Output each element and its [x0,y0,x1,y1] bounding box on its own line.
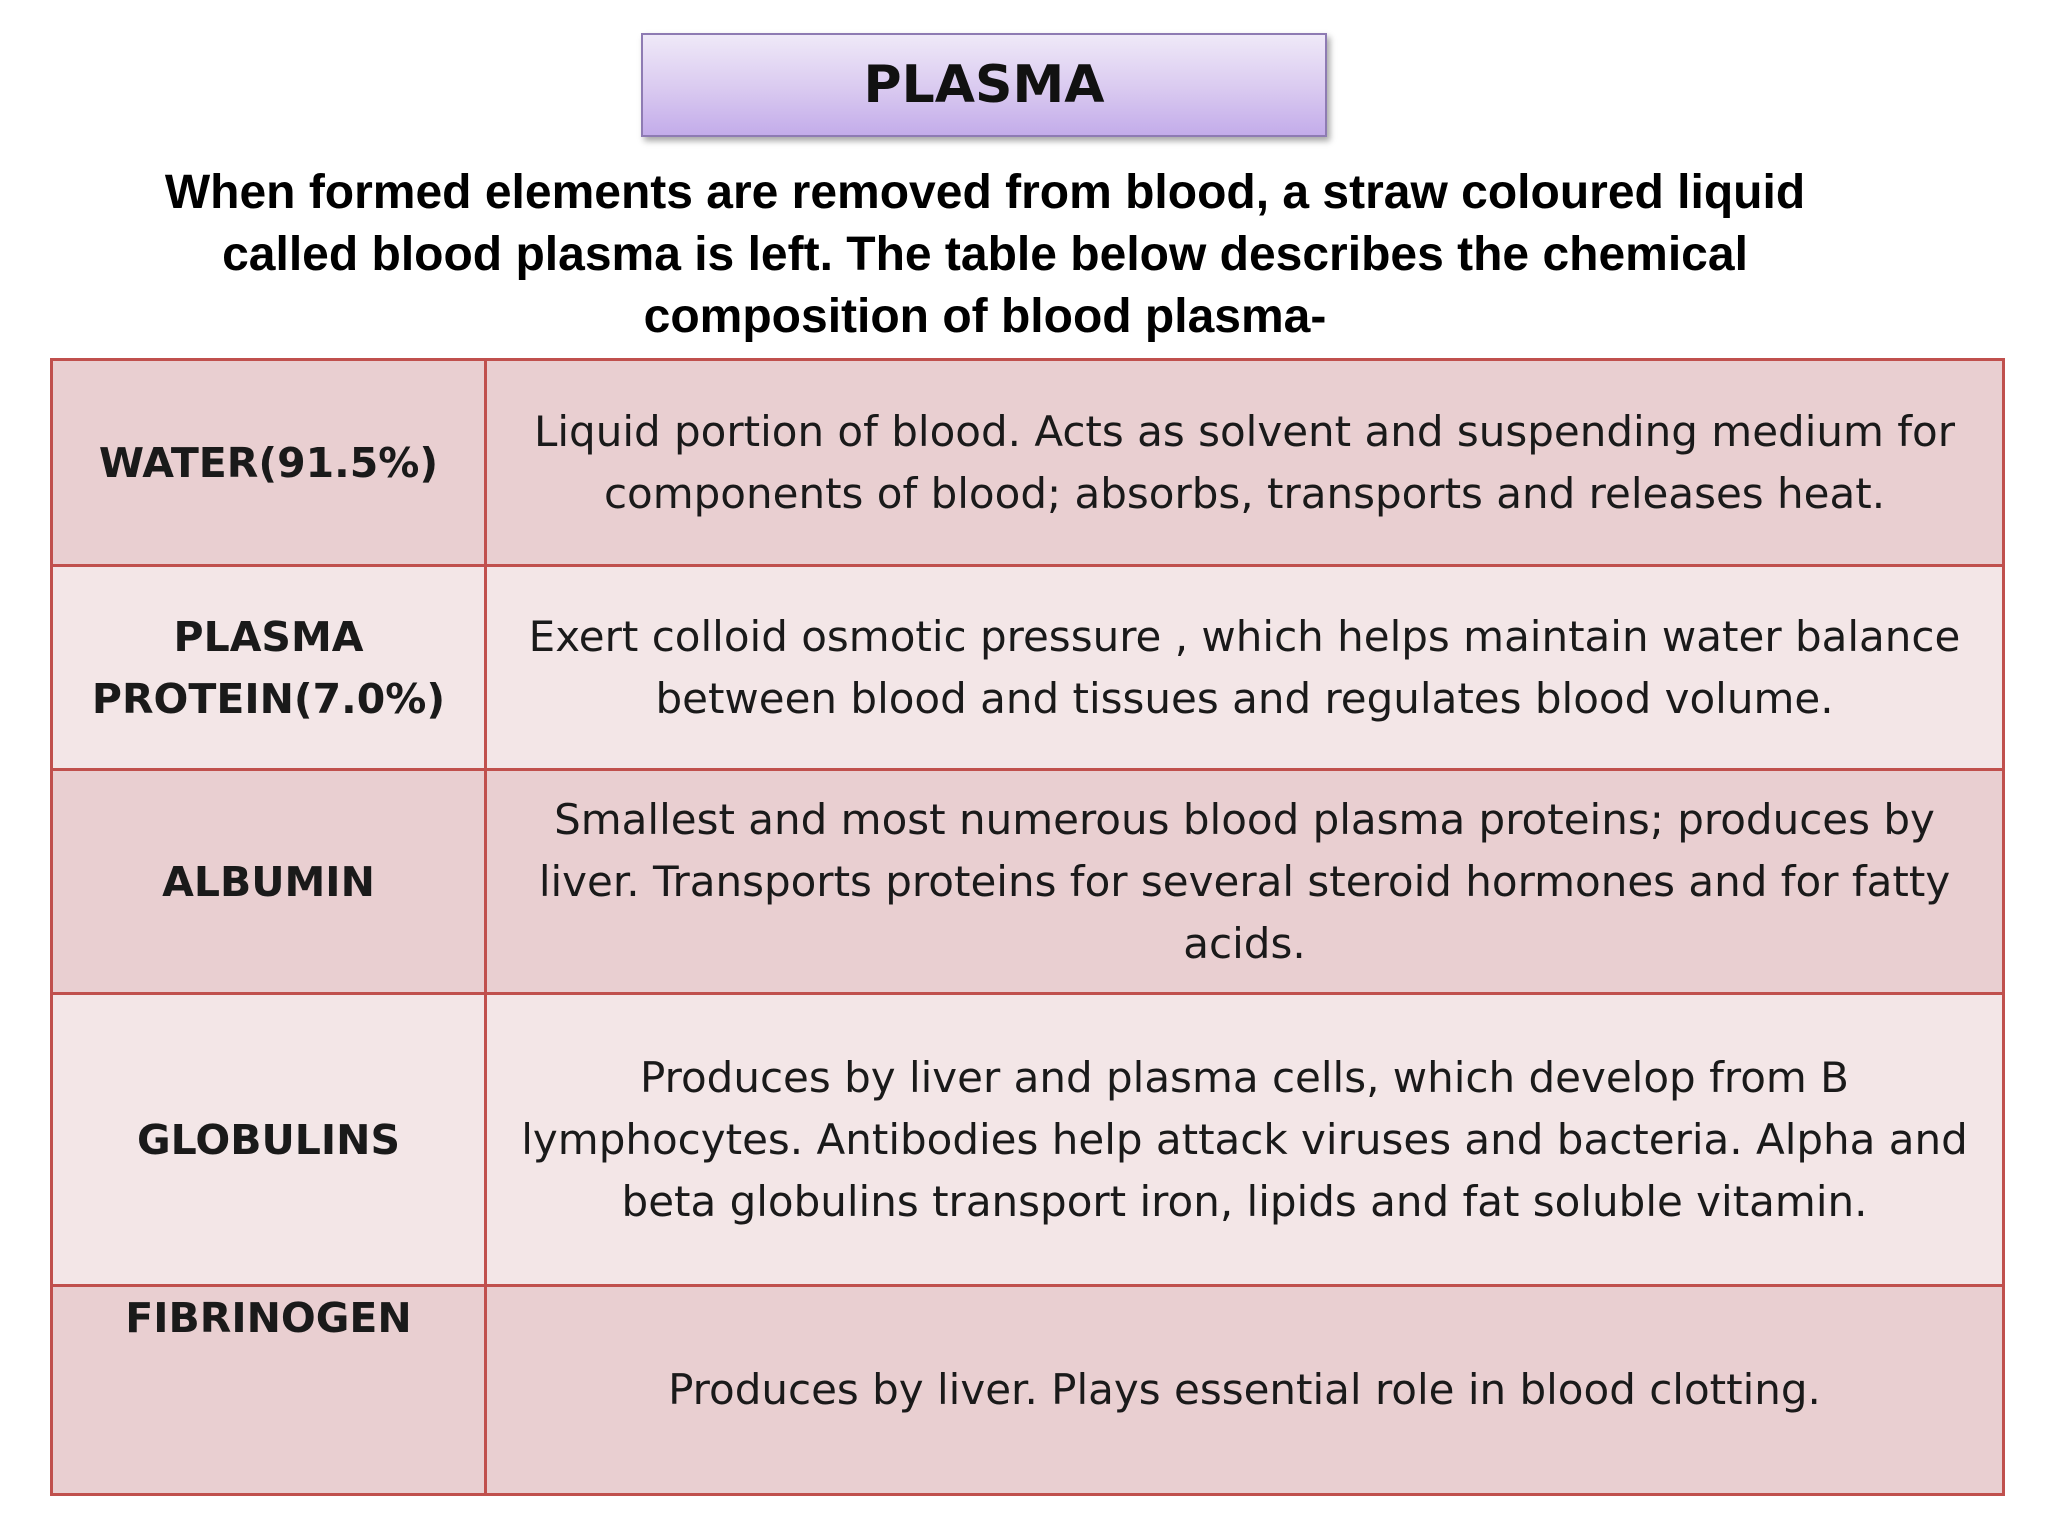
description-cell: Produces by liver. Plays essential role in blood clotting. [486,1286,2004,1495]
description-cell: Smallest and most numerous blood plasma proteins; produces by liver. Transports proteins for several steroid hormones and for fatty acids. [486,770,2004,994]
description-cell: Produces by liver and plasma cells, which develop from B lymphocytes. Antibodies help attack viruses and bacteria. Alpha and beta globulins transport iron, lipids and fat soluble vitamin. [486,994,2004,1286]
component-cell: PLASMA PROTEIN(7.0%) [52,566,486,770]
title-box [641,33,1327,137]
component-cell: ALBUMIN [52,770,486,994]
table-row [52,994,2004,1286]
intro-text: When formed elements are removed from blood, a straw coloured liquid called blood plasma is left. The table below describes the chemical composition of blood plasma- [164,166,1806,343]
component-cell: GLOBULINS [52,994,486,1286]
description-cell: Liquid portion of blood. Acts as solvent and suspending medium for components of blood; absorbs, transports and releases heat. [486,360,2004,566]
plasma-composition-table [50,358,2005,1496]
table-row [52,770,2004,994]
table-row [52,566,2004,770]
description-cell: Exert colloid osmotic pressure , which helps maintain water balance between blood and tissues and regulates blood volume. [486,566,2004,770]
component-cell: WATER(91.5%) [52,360,486,566]
component-cell: FIBRINOGEN [52,1286,486,1495]
slide-title: PLASMA [863,55,1105,115]
table-row [52,360,2004,566]
table-row [52,1286,2004,1495]
